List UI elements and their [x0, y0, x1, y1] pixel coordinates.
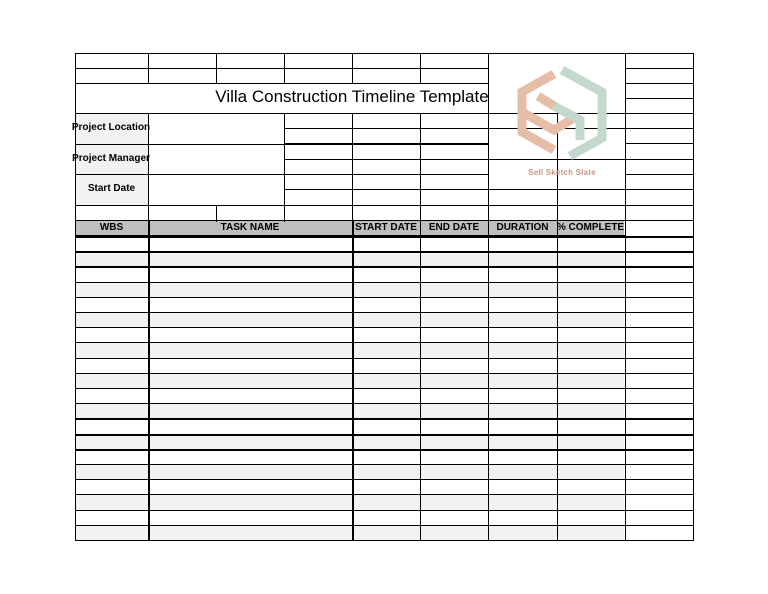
start-date-label: Start Date [87, 183, 136, 194]
grid-line [352, 113, 353, 222]
grid-line [216, 53, 217, 84]
grid-line [75, 342, 694, 343]
grid-line [75, 540, 694, 541]
grid-line [488, 53, 489, 222]
grid-line [284, 174, 489, 175]
grid-line [284, 189, 626, 190]
grid-line [625, 83, 694, 84]
grid-line [625, 189, 694, 190]
project-manager-field[interactable] [149, 145, 283, 174]
column-header-wbs: WBS [99, 222, 124, 233]
project-location-field[interactable] [149, 115, 283, 143]
grid-line [75, 83, 489, 84]
grid-line [75, 327, 694, 328]
grid-line [625, 143, 694, 144]
grid-line [75, 358, 694, 359]
grid-line [75, 479, 694, 480]
grid-line [75, 282, 694, 283]
table-row-stripe [76, 312, 624, 327]
grid-line [75, 205, 626, 206]
grid-line [420, 53, 421, 84]
grid-line [75, 464, 694, 465]
grid-line [148, 220, 150, 541]
grid-line [75, 266, 694, 268]
grid-line [488, 220, 489, 541]
column-header-end-date: END DATE [428, 222, 480, 233]
table-row-stripe [76, 282, 624, 297]
grid-line [75, 449, 694, 451]
grid-line [420, 220, 421, 541]
table-row-stripe [76, 251, 624, 266]
grid-line [75, 297, 694, 298]
grid-line [75, 68, 489, 69]
grid-line [75, 494, 694, 495]
brand-watermark: Sell Sketch Slate [528, 168, 596, 177]
grid-line [75, 388, 694, 389]
project-location-label: Project Location [71, 122, 151, 133]
column-header-duration: DURATION [496, 222, 549, 233]
grid-line [420, 113, 421, 222]
project-manager-label: Project Manager [72, 153, 150, 164]
grid-line [625, 113, 694, 114]
grid-line [352, 53, 353, 84]
grid-line [75, 403, 694, 404]
grid-line [625, 68, 694, 69]
table-row-stripe [76, 434, 624, 449]
grid-line [284, 113, 285, 222]
table-row-stripe [76, 464, 624, 479]
grid-line [148, 53, 149, 84]
grid-line [625, 159, 694, 160]
grid-line [352, 220, 354, 541]
grid-line [557, 220, 558, 541]
column-header-percent-complete: % COMPLETE [556, 222, 625, 233]
table-row-stripe [76, 494, 624, 510]
table-row-stripe [76, 373, 624, 388]
grid-line [75, 251, 694, 253]
hexagon-logo-icon [514, 66, 610, 164]
grid-line [625, 174, 694, 175]
grid-line [75, 312, 694, 313]
column-header-task-name: TASK NAME [220, 222, 280, 233]
grid-line [75, 525, 694, 526]
grid-line [75, 510, 694, 511]
start-date-field[interactable] [149, 176, 283, 204]
grid-line [75, 220, 694, 221]
grid-line [75, 236, 694, 238]
grid-line [75, 373, 694, 374]
grid-line [284, 144, 489, 145]
grid-line [625, 128, 694, 129]
grid-line [625, 205, 694, 206]
column-header-start-date: START DATE [355, 222, 417, 233]
page-title: Villa Construction Timeline Template [215, 87, 489, 106]
table-row-stripe [76, 342, 624, 358]
grid-line [75, 174, 285, 175]
table-row-stripe [76, 525, 624, 540]
grid-line [75, 53, 694, 54]
grid-line [75, 434, 694, 436]
grid-line [284, 53, 285, 84]
grid-line [75, 418, 694, 420]
table-row-stripe [76, 403, 624, 418]
grid-line [625, 98, 694, 99]
